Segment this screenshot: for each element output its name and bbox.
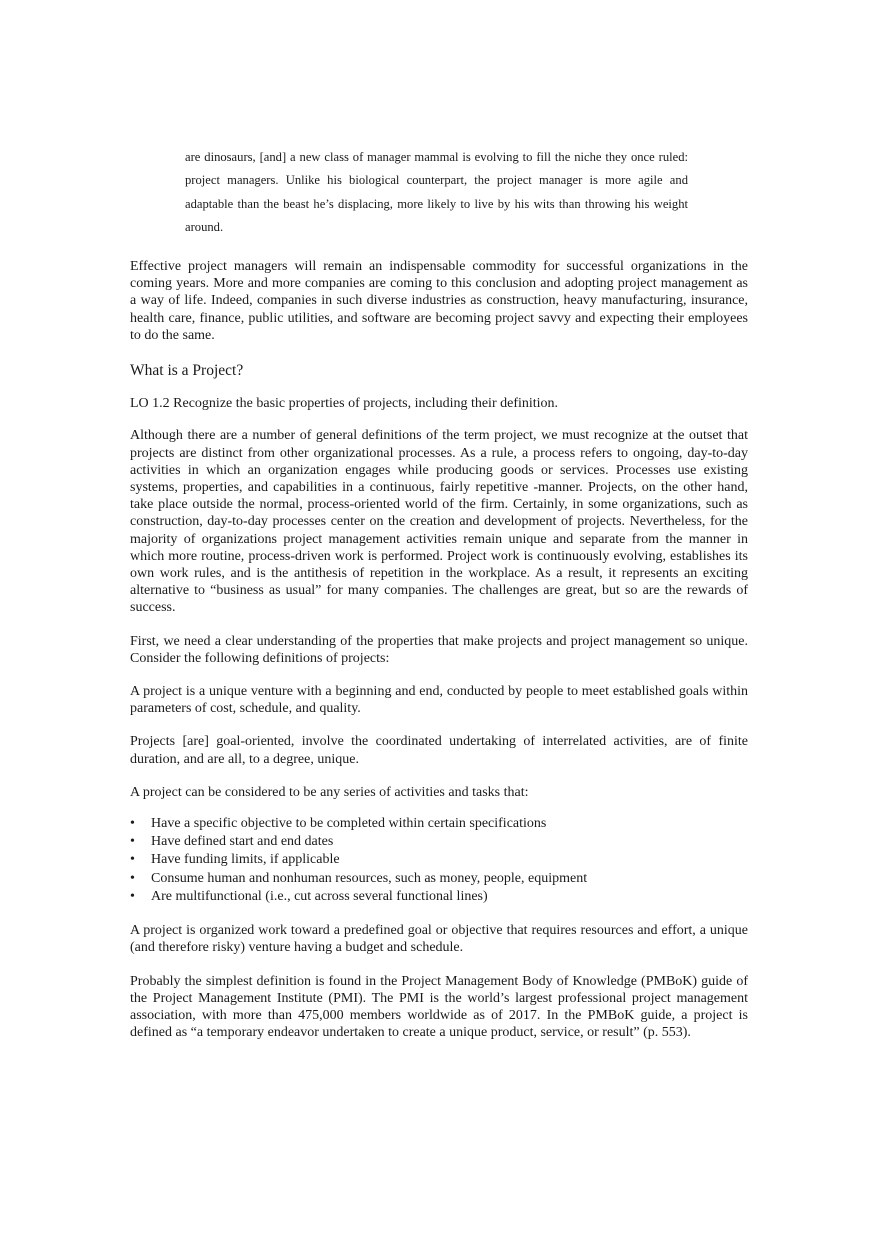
- list-item: [130, 870, 748, 888]
- list-item-text: Are multifunctional (i.e., cut across several functional lines): [151, 888, 488, 904]
- document-body: [130, 258, 748, 1057]
- list-item: [130, 851, 748, 869]
- list-item-text: Have funding limits, if applicable: [151, 852, 340, 868]
- bullet-marker: •: [130, 888, 135, 904]
- list-item-text: Have a specific objective to be completed within certain specifications: [151, 816, 547, 832]
- bullet-list: [130, 815, 748, 906]
- paragraph-intro: Effective project managers will remain an indispensable commodity for successful organizations in the coming years. More and more companies are coming to this conclusion and adopting project management as a way of life. Indeed, companies in such diverse industries as construction, heavy manufacturing, insurance, health care, finance, public utilities, and software are becoming project savvy and expecting their employees to do the same.: [130, 259, 748, 343]
- definition-two: Projects [are] goal-oriented, involve the coordinated undertaking of interrelated activities, are of finite duration, and are all, to a degree, unique.: [130, 734, 748, 767]
- bullet-marker: •: [130, 852, 135, 868]
- learning-objective: LO 1.2 Recognize the basic properties of projects, including their definition.: [130, 396, 559, 412]
- block-quote: [185, 146, 688, 239]
- bullet-marker: •: [130, 834, 135, 850]
- block-quote-text: are dinosaurs, [and] a new class of manager mammal is evolving to fill the niche they once ruled: project managers. Unlike his biological counterpart, the project manager is more agile and adaptable than the beast he’s displacing, more likely to live by his wits than throwing his weight around.: [185, 150, 688, 234]
- paragraph-properties-intro: First, we need a clear understanding of the properties that make projects and project management so unique. Consider the following definitions of projects:: [130, 633, 748, 666]
- section-heading: What is a Project?: [130, 362, 244, 380]
- list-item-text: Have defined start and end dates: [151, 834, 334, 850]
- list-item: [130, 833, 748, 851]
- definition-one: A project is a unique venture with a beginning and end, conducted by people to meet established goals within parameters of cost, schedule, and quality.: [130, 684, 748, 717]
- paragraph-process-vs-project: Although there are a number of general definitions of the term project, we must recognize at the outset that projects are distinct from other organizational processes. As a rule, a process refers to ongoing, day-to-day activities in which an organization engages while producing goods or services. Processes use existing systems, properties, and capabilities in a continuous, fairly repetitive -manner. Projects, on the other hand, take place outside the normal, process-oriented world of the firm. Certainly, in some organizations, such as construction, day-to-day processes center on the creation and development of projects. Nevertheless, for the majority of organizations project management activities remain unique and separate from the manner in which more routine, process-driven work is performed. Project work is continuously evolving, establishes its own work rules, and is the antithesis of repetition in the workplace. As a result, it represents an exciting alternative to “business as usual” for many companies. The challenges are great, but so are the rewards of success.: [130, 428, 748, 616]
- paragraph-pmbok-definition: Probably the simplest definition is found in the Project Management Body of Knowledge (PMBoK) guide of the Project Management Institute (PMI). The PMI is the world’s largest professional project management association, with more than 475,000 members worldwide as of 2017. In the PMBoK guide, a project is defined as “a temporary endeavor undertaken to create a unique product, service, or result” (p. 553).: [130, 973, 748, 1041]
- list-item: [130, 888, 748, 906]
- bullet-marker: •: [130, 816, 135, 832]
- list-item-text: Consume human and nonhuman resources, such as money, people, equipment: [151, 870, 588, 886]
- definition-four: A project is organized work toward a predefined goal or objective that requires resources and effort, a unique (and therefore risky) venture having a budget and schedule.: [130, 923, 748, 956]
- list-item: [130, 815, 748, 833]
- bullet-marker: •: [130, 870, 135, 886]
- definition-three-lead: A project can be considered to be any series of activities and tasks that:: [130, 784, 529, 800]
